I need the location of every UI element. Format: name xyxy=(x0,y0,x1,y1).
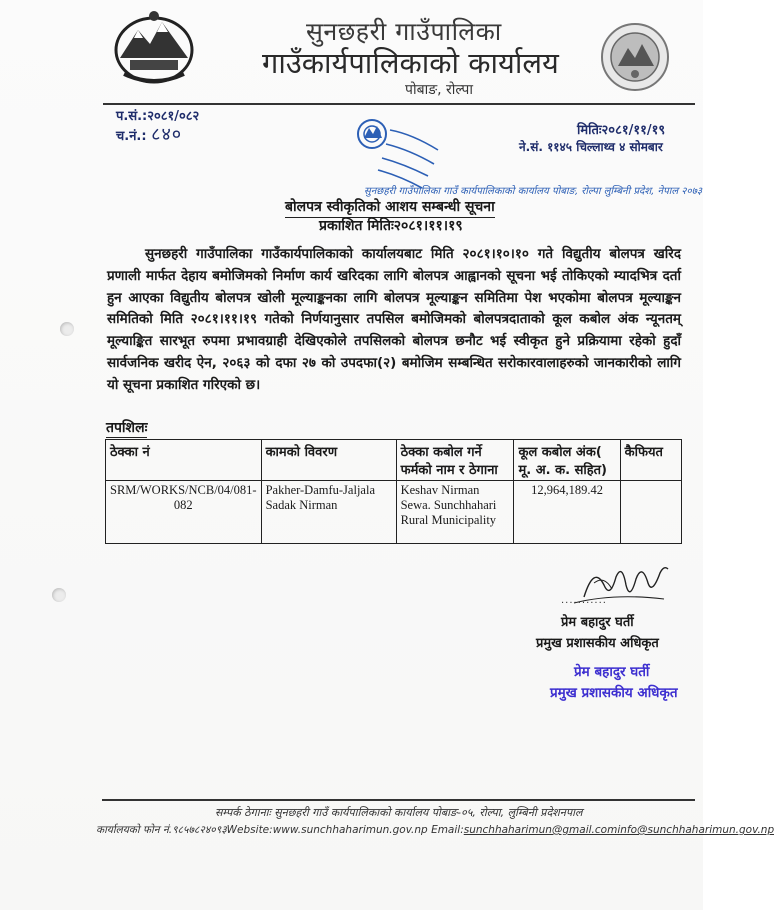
cell-remarks xyxy=(620,481,681,544)
name-stamp: प्रेम बहादुर घर्ती xyxy=(574,664,650,680)
header-bidder: ठेक्का कबोल गर्ने फर्मको नाम र ठेगाना xyxy=(396,440,514,481)
signature-dots: ........... xyxy=(561,595,607,606)
notice-subject: बोलपत्र स्वीकृतिको आशय सम्बन्धी सूचना xyxy=(285,197,495,218)
nepal-sambat-date: ने.सं. ११४५ चिल्लाथ्व ४ सोमबार xyxy=(519,140,663,154)
dispatch-number-value: ८४० xyxy=(151,124,183,145)
footer-email-link[interactable]: sunchhaharimun@gmail.cominfo@sunchhaharimun.gov.np xyxy=(463,824,774,836)
signatory-name: प्रेम बहादुर घर्ती xyxy=(561,615,634,630)
notice-body: सुनछहरी गाउँपालिका गाउँकार्यपालिकाको कार्यालयबाट मिति २०८१।१०।१० गते विद्युतीय बोलपत्र खरिद प्रणाली मार्फत देहाय बमोजिमको निर्माण कार्य खरिदका लागि बोलपत्र आह्वानको सूचना भई तोकिएको म्यादभित्र दर्ता हुन आएका विद्युतीय बोलपत्र खोली मूल्याङ्कनका लागि बोलपत्र मूल्याङ्कन समितिमा पेश भएकोमा बोलपत्र मूल्याङ्कन समितिको मिति २०८१।११।१९ गतेको निर्णयानुसार तपसिल बमोजिमको बोलपत्रदाताको कूल कबोल अंक न्यूनतम् मूल्याङ्कित सारभूत रुपमा प्रभावग्राही देखिएकोले तपसिलको बोलपत्र छनौट भई स्वीकृत हुने प्रक्रियामा रहेको हुदाँ सार्वजनिक खरीद ऐन, २०६३ को दफा २७ को उपदफा(२) बमोजिम सम्बन्धित सरोकारवालाहरुको जानकारीको लागि यो सूचना प्रकाशित गरिएको छ। xyxy=(107,246,681,393)
header-divider xyxy=(103,103,695,105)
municipality-name: सुनछहरी गाउँपालिका xyxy=(306,17,502,46)
footer-divider xyxy=(102,799,695,801)
footer-email-label: Email: xyxy=(431,824,464,836)
footer-address: सम्पर्क ठेगानाः सुनछहरी गाउँ कार्यपालिकाको कार्यालय पोबाङ-०५, रोल्पा, लुम्बिनी प्रदेशनपाल xyxy=(215,806,583,819)
office-address: पोबाङ, रोल्पा xyxy=(405,82,473,98)
municipality-seal-icon xyxy=(600,22,670,92)
footer-phone: कार्यालयको फोन नं.९८५७८२४०९३ xyxy=(96,824,227,836)
punch-hole xyxy=(52,588,66,602)
signatory-post: प्रमुख प्रशासकीय अधिकृत xyxy=(536,636,659,651)
footer-contact xyxy=(96,823,774,837)
table-row xyxy=(106,481,682,544)
footer-website-link[interactable]: www.sunchhaharimun.gov.np xyxy=(272,824,428,836)
letter-date: मितिः२०८१/११/१९ xyxy=(577,123,666,138)
reference-block xyxy=(116,108,199,146)
published-date: प्रकाशित मितिः२०८१।११।१९ xyxy=(319,218,463,234)
cell-contract-no: SRM/WORKS/NCB/04/081-082 xyxy=(106,481,262,544)
footer-website-label: Website: xyxy=(226,824,273,836)
cell-amount: 12,964,189.42 xyxy=(514,481,620,544)
dispatch-number xyxy=(116,126,199,146)
office-title: गाउँकार्यपालिकाको कार्यालय xyxy=(262,46,559,80)
header-contract-no: ठेक्का नं xyxy=(106,440,262,481)
header-work: कामको विवरण xyxy=(261,440,396,481)
header-amount: कूल कबोल अंक( मू. अ. क. सहित) xyxy=(514,440,620,481)
signature-icon xyxy=(564,555,674,615)
office-stamp-text: सुनछहरी गाउँपालिका गाउँ कार्यपालिकाको कार्यालय पोबाङ, रोल्पा लुम्बिनी प्रदेश, नेपाल २०७३ xyxy=(364,186,703,197)
award-table xyxy=(105,439,682,544)
letter-number: प.सं.:२०८१/०८२ xyxy=(116,109,200,124)
nepal-emblem-icon xyxy=(110,8,198,86)
post-stamp: प्रमुख प्रशासकीय अधिकृत xyxy=(550,685,678,701)
dispatch-number-label: च.नं.: xyxy=(116,129,147,144)
punch-hole xyxy=(60,322,74,336)
table-caption: तपशिलः xyxy=(106,420,148,436)
header-remarks: कैफियत xyxy=(620,440,681,481)
cell-bidder: Keshav Nirman Sewa. Sunchhahari Rural Municipality xyxy=(396,481,514,544)
table-header-row xyxy=(106,440,682,481)
cell-work: Pakher-Damfu-Jaljala Sadak Nirman xyxy=(261,481,396,544)
